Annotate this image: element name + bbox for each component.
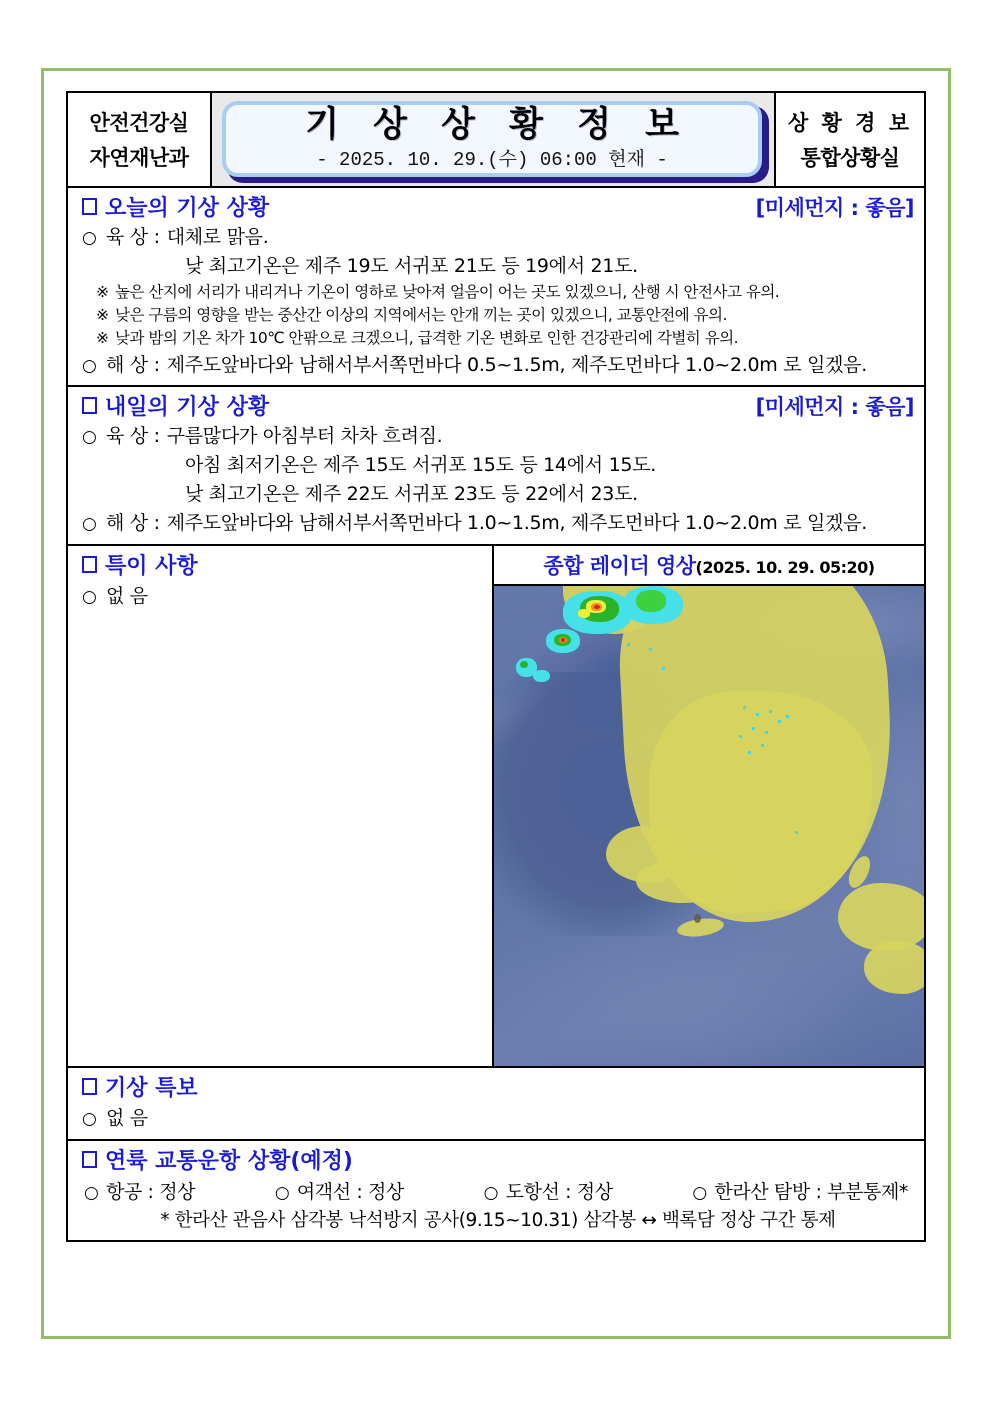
today-note-2-text: 낮은 구름의 영향을 받는 중산간 이상의 지역에서는 안개 끼는 곳이 있겠으니, 교통안전에 유의. [115,306,727,324]
today-land-temp-row [82,252,914,281]
today-heading-label: 오늘의 기상 상황 [105,196,270,221]
radar-echo-cyan [533,670,550,682]
transport-heading-label: 연륙 교통운항 상황(예정) [105,1148,353,1174]
radar-echo-speck [795,831,798,834]
radar-echo-speck [756,713,759,716]
today-land-text: 대체로 맑음. [166,226,269,248]
report-timestamp: - 2025. 10. 29.(수) 06:00 현재 - [316,149,668,172]
today-land-row [82,223,914,252]
tomorrow-land-text: 구름많다가 아침부터 차차 흐려짐. [166,425,443,448]
section-special-notes [68,546,494,1066]
radar-caption-timestamp: (2025. 10. 29. 05:20) [695,557,875,577]
today-land-temp: 낮 최고기온은 제주 19도 서귀포 21도 등 19에서 21도. [185,254,638,277]
circle-bullet-icon: ○ [82,427,97,448]
radar-echo-speck [627,643,630,646]
checkbox-icon [82,1151,97,1168]
circle-bullet-icon: ○ [274,1182,290,1203]
tomorrow-heading [82,390,269,421]
transport-item-air [84,1177,195,1204]
asterisk-icon: ※ [96,306,109,324]
radar-echo-red [561,638,565,641]
radar-echo-speck [786,715,789,718]
transport-footnote: * 한라산 관음사 삼각봉 낙석방지 공사(9.15~10.31) 삼각봉 ↔ 백록담 정상 구간 통제 [160,1209,836,1231]
special-content-row [82,582,482,611]
radar-echo-speck [649,648,652,651]
alerts-heading-label: 기상 특보 [105,1075,198,1101]
weather-report-document [66,91,926,1332]
today-sea-label: 해 상 : [106,353,160,376]
checkbox-icon [82,198,97,215]
section-tomorrow-weather [66,387,926,546]
masthead-title-area [212,93,774,186]
transport-item-hallasan-label: 한라산 탐방 : 부분통제* [714,1180,908,1203]
tomorrow-temp-min-row [82,451,914,480]
special-content: 없 음 [106,584,148,607]
transport-item-ferry-label: 여객선 : 정상 [296,1180,404,1203]
tomorrow-land-label: 육 상 : [106,425,160,448]
checkbox-icon [82,397,97,414]
transport-item-island-boat-label: 도항선 : 정상 [505,1180,613,1203]
transport-item-island-boat [484,1177,613,1204]
tomorrow-temp-min: 아침 최저기온은 제주 15도 서귀포 15도 등 14에서 15도. [185,454,656,477]
radar-echo-speck [748,751,751,754]
radar-echo-green [636,590,666,612]
transport-items [82,1177,914,1204]
alerts-heading [82,1071,914,1102]
special-heading [82,549,482,580]
tomorrow-heading-label: 내일의 기상 상황 [105,395,270,421]
checkbox-icon [82,556,97,573]
circle-bullet-icon: ○ [82,1108,97,1129]
page-title: 기 상 상 황 정 보 [305,104,690,145]
today-header [82,191,914,222]
today-heading [82,191,269,222]
radar-echo-speck [739,735,742,738]
alerts-content: 없 음 [106,1106,148,1129]
tomorrow-sea-row [82,509,914,538]
radar-echo-speck [752,727,755,730]
office-line-2: 통합상황실 [800,146,900,170]
checkbox-icon [82,1078,97,1095]
department-line-2: 자연재난과 [89,146,189,170]
radar-echo-speck [778,720,781,723]
section-weather-alerts [66,1068,926,1141]
circle-bullet-icon: ○ [82,514,97,534]
section-today-weather [66,188,926,387]
today-sea-row [82,351,914,380]
radar-landmass-southeast-1 [838,883,924,950]
radar-caption [494,546,924,586]
radar-hallasan-peak [694,914,701,923]
radar-echo-speck [662,667,665,670]
department-line-1: 안전건강실 [89,111,189,135]
office-line-1: 상 황 경 보 [787,111,913,135]
tomorrow-sea-label: 해 상 : [106,512,160,534]
transport-item-ferry [275,1177,404,1204]
asterisk-icon: ※ [96,282,109,301]
circle-bullet-icon: ○ [82,355,97,376]
today-note-3-text: 낮과 밤의 기온 차가 10℃ 안팎으로 크겠으니, 급격한 기온 변화로 인한 건강관리에 각별히 유의. [115,329,739,348]
radar-echo-speck [761,744,764,747]
tomorrow-dust-badge: [미세먼지 : 좋음] [755,394,914,419]
composite-radar-image [494,586,924,1066]
circle-bullet-icon: ○ [483,1182,499,1203]
today-note-1 [82,281,914,304]
today-note-3 [82,327,914,350]
tomorrow-temp-max: 낮 최고기온은 제주 22도 서귀포 23도 등 22에서 23도. [185,483,638,506]
tomorrow-header [82,390,914,421]
circle-bullet-icon: ○ [82,586,97,607]
transport-item-hallasan [692,1177,908,1204]
radar-echo-speck [769,710,772,713]
tomorrow-sea-text: 제주도앞바다와 남해서부서쪽먼바다 1.0~1.5m, 제주도먼바다 1.0~2.0m 로 일겠음. [166,512,867,534]
transport-item-air-label: 항공 : 정상 [106,1180,196,1203]
alerts-content-row [82,1104,914,1133]
radar-echo-speck [743,706,746,709]
transport-heading [82,1144,914,1175]
radar-echo-speck [765,731,768,734]
masthead [66,91,926,188]
section-special-and-radar [66,546,926,1068]
radar-echo-yellow [578,609,590,617]
circle-bullet-icon: ○ [84,1182,99,1203]
asterisk-icon: ※ [96,329,109,348]
special-heading-label: 특이 사항 [105,553,198,579]
tomorrow-land-row [82,422,914,451]
today-sea-text: 제주도앞바다와 남해서부서쪽먼바다 0.5~1.5m, 제주도먼바다 1.0~2.0m 로 일겠음. [166,353,867,376]
section-transport-status [66,1141,926,1242]
today-note-2 [82,304,914,327]
radar-panel [494,546,924,1066]
radar-landmass-southwest-2 [636,859,731,902]
tomorrow-temp-max-row [82,480,914,509]
today-dust-badge: [미세먼지 : 좋음] [755,195,914,220]
radar-caption-label: 종합 레이더 영상 [543,553,696,578]
today-note-1-text: 높은 산지에 서리가 내리거나 기온이 영하로 낮아져 얼음이 어는 곳도 있겠으니, 산행 시 안전사고 유의. [115,282,780,301]
today-land-label: 육 상 : [106,226,160,248]
masthead-office [774,93,924,186]
title-plate [222,101,762,177]
masthead-department [68,93,212,186]
circle-bullet-icon: ○ [82,228,97,248]
circle-bullet-icon: ○ [692,1182,707,1203]
